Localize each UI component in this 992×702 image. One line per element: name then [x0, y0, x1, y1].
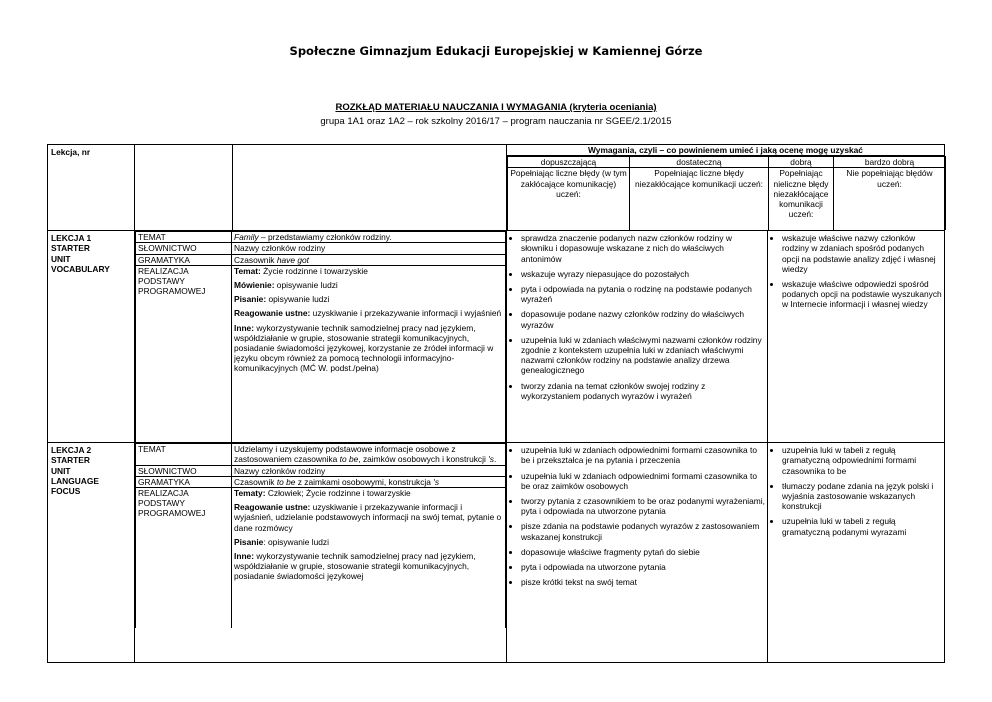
list-item: • tworzy zdania na temat członków swojej rodziny z wykorzystaniem podanych wyrazów i wyrażeń [521, 381, 765, 401]
list-item: • wskazuje właściwe odpowiedzi spośród podanych opcji na podstawie wyszukanych w Internecie informacji i własnej wiedzy [782, 279, 942, 310]
school-name: Społeczne Gimnazjum Edukacji Europejskiej w Kamiennej Górze [289, 44, 703, 58]
label-gramatyka: GRAMATYKA [136, 476, 232, 487]
grade-description-1: Popełniając liczne błędy (w tym zakłócające komunikację) uczeń: [508, 168, 630, 230]
list-item: • dopasowuje podane nazwy członków rodziny do właściwych wyrazów [521, 309, 765, 329]
gramatyka-value [232, 254, 506, 265]
gramatyka-value [232, 476, 506, 487]
requirements-basic [507, 231, 768, 443]
realizacja-label: Tematy: [234, 488, 266, 499]
gramatyka-italic: 's [433, 476, 440, 487]
realizacja-label: Pisanie [234, 536, 264, 547]
realizacja-text: Życie rodzinne i towarzyskie [260, 265, 368, 276]
list-item: • pyta i odpowiada na utworzone pytania [521, 562, 765, 572]
lesson-name-line: UNIT [51, 465, 71, 476]
realizacja-text: wykorzystywanie technik samodzielnej pracy nad językiem, współdziałanie w grupie, stosowanie strategii komunikacyjnych, posiadanie świadomości językowej, korzystanie ze źródeł informacji w języku obcym również za pomocą technologii informacyjno-komunikacyjnych (MĆ W. podst./pełna) [234, 322, 494, 374]
temat-text: , zaimków osobowych i konstrukcji [358, 454, 489, 465]
lesson-row [48, 231, 945, 443]
temat-value [232, 444, 506, 465]
label-slownictwo: SŁOWNICTWO [136, 465, 232, 476]
lesson-row [48, 443, 945, 663]
list-item: • uzupełnia luki w zdaniach właściwymi nazwami członków rodziny zgodnie z kontekstem uzupełnia luki w zdaniach właściwymi nazwami członków rodziny na podstawie analizy drzewa genealogicznego [521, 335, 765, 376]
grade-dopuszczajaca: dopuszczającą [508, 157, 630, 168]
curriculum-table [47, 144, 945, 663]
gramatyka-text: z zaimkami osobowymi, konstrukcja [295, 476, 434, 487]
grades-header [507, 156, 946, 230]
realizacja-value [232, 488, 506, 629]
realizacja-item [234, 308, 503, 318]
list-item: • tłumaczy podane zdania na język polski i wyjaśnia zastosowanie wskazanych konstrukcji [782, 481, 942, 512]
requirements-advanced [768, 231, 945, 443]
realizacja-item [234, 537, 503, 547]
temat-italic: to be [339, 454, 359, 465]
lesson-name-line: LEKCJA 1 [51, 233, 92, 244]
realizacja-label: Mówienie: [234, 280, 275, 291]
list-item: • tworzy pytania z czasownikiem to be oraz podanymi wyrażeniami, pyta i odpowiada na utworzone pytania [521, 496, 765, 516]
realizacja-label: Inne: [234, 551, 255, 562]
document-title: ROZKŁĄD MATERIAŁU NAUCZANIA I WYMAGANIA (kryteria oceniania) [335, 102, 657, 113]
label-slownictwo: SŁOWNICTWO [136, 243, 232, 254]
list-item: • pyta i odpowiada na pytania o rodzinę na podstawie podanych wyrażeń [521, 284, 765, 304]
grade-description-4: Nie popełniając błędów uczeń: [834, 168, 946, 230]
requirements-advanced [768, 443, 945, 663]
temat-text: . [493, 454, 497, 465]
realizacja-item [234, 502, 503, 533]
gramatyka-italic: have got [276, 254, 309, 265]
lesson-name-line: LEKCJA 2 [51, 445, 92, 456]
realizacja-text: : opisywanie ludzi [263, 536, 329, 547]
lesson-name-line: UNIT [51, 253, 71, 264]
realizacja-text: wykorzystywanie technik samodzielnej pracy nad językiem, współdziałanie w grupie, stosowanie strategii komunikacyjnych, posiadanie świadomości językowej [234, 551, 476, 582]
requirements-basic-list [509, 445, 765, 587]
table-header-row [48, 145, 945, 231]
grade-description-3: Popełniając nieliczne błędy niezakłócające komunikacji uczeń: [769, 168, 834, 230]
list-item: • pisze zdania na podstawie podanych wyrazów z zastosowaniem wskazanej konstrukcji [521, 521, 765, 541]
list-item: • uzupełnia luki w zdaniach odpowiednimi formami czasownika to be oraz zaimków osobowych [521, 471, 765, 491]
gramatyka-text: Czasownik [234, 476, 277, 487]
list-item: • dopasowuje właściwe fragmenty pytań do siebie [521, 547, 765, 557]
realizacja-item [234, 488, 503, 498]
realizacja-item [234, 280, 503, 290]
slownictwo-value: Nazwy członków rodziny [232, 465, 506, 476]
requirements-advanced-list [770, 445, 942, 537]
realizacja-text: opisywanie ludzi [266, 294, 330, 305]
temat-italic: Family [234, 232, 259, 243]
temat-text: – przedstawiamy członków rodziny. [258, 232, 392, 243]
gramatyka-text: Czasownik [234, 254, 277, 265]
label-realizacja: REALIZACJA PODSTAWY PROGRAMOWEJ [136, 265, 232, 442]
label-realizacja: REALIZACJA PODSTAWY PROGRAMOWEJ [136, 488, 232, 629]
realizacja-item [234, 323, 503, 374]
lesson-details-grid [135, 231, 506, 442]
realizacja-text: uzyskiwanie i przekazywanie informacji i wyjaśnień [310, 308, 502, 319]
realizacja-item [234, 551, 503, 582]
grade-dobra: dobrą [769, 157, 834, 168]
lesson-details [135, 443, 507, 663]
realizacja-text: Człowiek; Życie rodzinne i towarzyskie [265, 488, 411, 499]
requirements-advanced-list [770, 233, 942, 309]
requirements-basic [507, 443, 768, 663]
list-item: • wskazuje wyrazy niepasujące do pozostałych [521, 269, 765, 279]
lesson-details [135, 231, 507, 443]
document-subtitle: grupa 1A1 oraz 1A2 – rok szkolny 2016/17 – program nauczania nr SGEE/2.1/2015 [320, 116, 672, 127]
lesson-details-grid [135, 443, 506, 628]
list-item: • sprawdza znaczenie podanych nazw członków rodziny w słowniku i dopasowuje wskazane z nich do właściwych antonimów [521, 233, 765, 264]
lesson-name-line: STARTER [51, 455, 90, 466]
lesson-name-line: STARTER [51, 243, 90, 254]
label-temat: TEMAT [136, 232, 232, 243]
slownictwo-value: Nazwy członków rodziny [232, 243, 506, 254]
realizacja-value [232, 265, 506, 442]
list-item: • pisze krótki tekst na swój temat [521, 577, 765, 587]
realizacja-item [234, 294, 503, 304]
realizacja-text: uzyskiwanie i przekazywanie informacji i wyjaśnień, udzielanie podstawowych informacji na swój temat, pytanie o dane rozmówcy [234, 502, 502, 533]
realizacja-label: Reagowanie ustne: [234, 502, 311, 513]
realizacja-label: Temat: [234, 265, 261, 276]
label-column-header [135, 145, 233, 231]
realizacja-label: Inne: [234, 322, 255, 333]
lesson-name [48, 443, 135, 663]
realizacja-text: opisywanie ludzi [274, 280, 338, 291]
list-item: • uzupełnia luki w tabeli z regułą gramatyczną odpowiednimi formami czasownika to be [782, 445, 942, 476]
temat-value [232, 232, 506, 243]
lesson-name [48, 231, 135, 443]
lesson-name-line: VOCABULARY [51, 263, 110, 274]
realizacja-item [234, 266, 503, 276]
list-item: • wskazuje właściwe nazwy członków rodziny w zdaniach spośród podanych opcji na podstawie analizy zdjęć i własnej wiedzy [782, 233, 942, 274]
label-temat: TEMAT [136, 444, 232, 465]
grade-bardzo-dobra: bardzo dobrą [834, 157, 946, 168]
requirements-basic-list [509, 233, 765, 401]
realizacja-label: Pisanie: [234, 294, 267, 305]
requirements-title: Wymagania, czyli – co powinienem umieć i jaką ocenę mogę uzyskać [507, 145, 944, 156]
lesson-name-line: LANGUAGE [51, 475, 99, 486]
lesson-name-line: FOCUS [51, 486, 81, 497]
temat-text: Udzielamy i uzyskujemy podstawowe informacje osobowe z zastosowaniem czasownika [234, 444, 456, 465]
temat-italic: 's [488, 454, 494, 465]
list-item: • uzupełnia luki w tabeli z regułą gramatyczną podanymi wyrazami [782, 516, 942, 536]
list-item: • uzupełnia luki w zdaniach odpowiednimi formami czasownika to be i przekształca je na pytania i przeczenia [521, 445, 765, 465]
label-gramatyka: GRAMATYKA [136, 254, 232, 265]
requirements-header [507, 145, 945, 231]
gramatyka-italic: to be [276, 476, 296, 487]
grade-description-2: Popełniając liczne błędy niezakłócające komunikacji uczeń: [630, 168, 769, 230]
content-column-header [233, 145, 507, 231]
grade-dostateczna: dostateczną [630, 157, 769, 168]
realizacja-label: Reagowanie ustne: [234, 308, 311, 319]
lesson-column-header: Lekcja, nr [48, 145, 135, 231]
